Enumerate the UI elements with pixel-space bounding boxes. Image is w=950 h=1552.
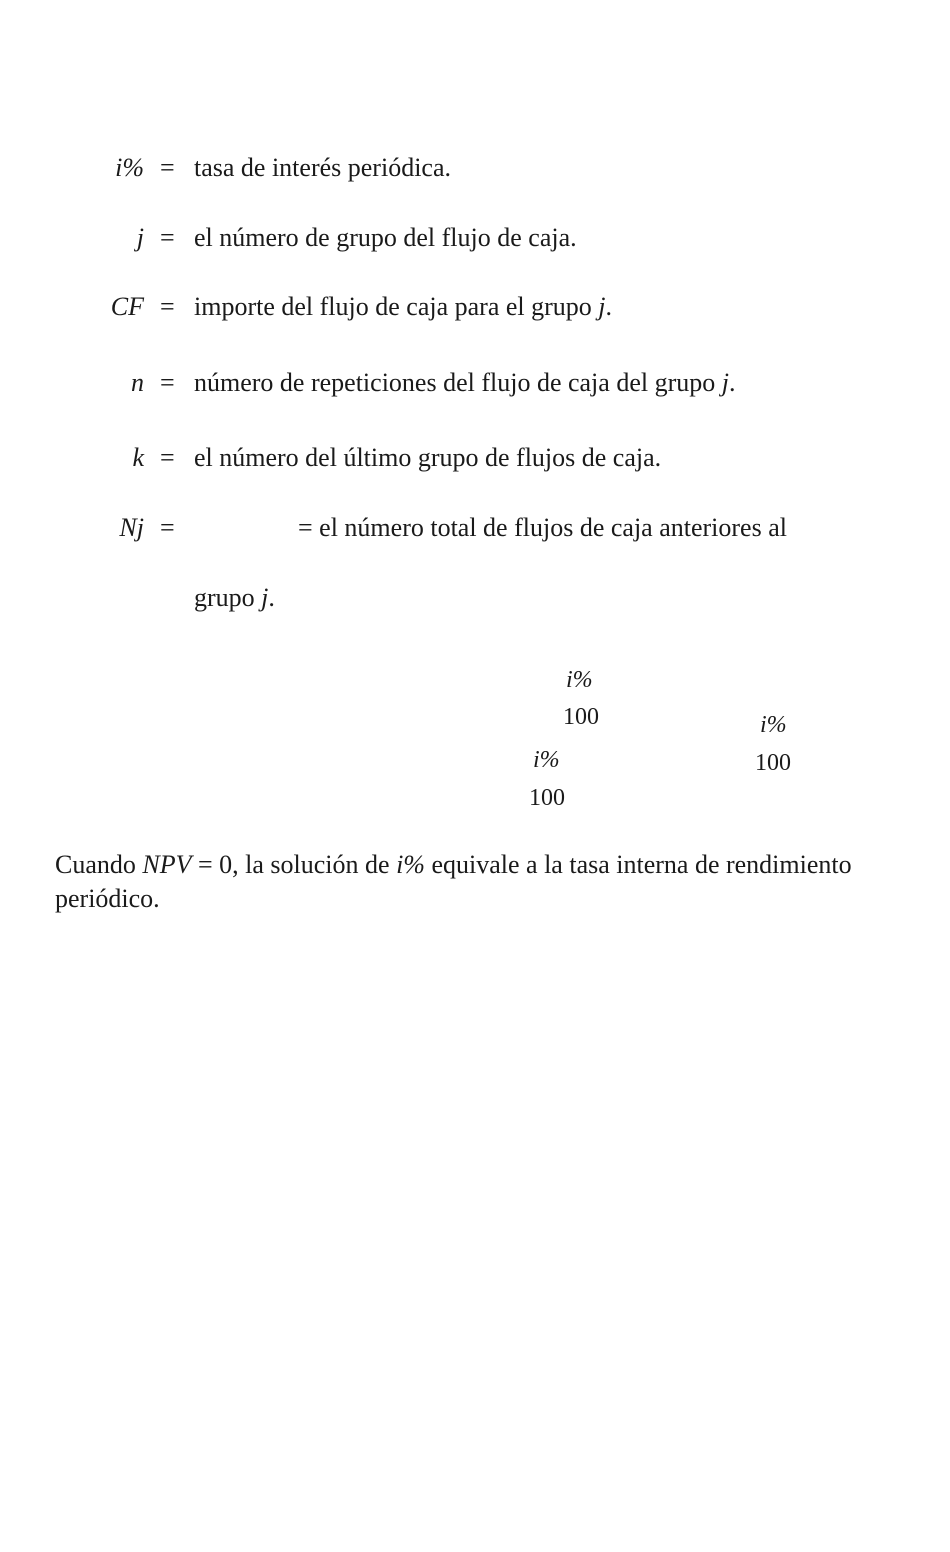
equals-sign: = (160, 153, 175, 182)
equals-sign: = (160, 513, 175, 542)
definition-symbol: CF (110, 292, 144, 321)
definition-description: tasa de interés periódica. (194, 153, 451, 182)
definition-row-j (0, 220, 950, 256)
continuation-period: . (268, 583, 275, 612)
definition-continuation (0, 580, 950, 616)
variable-j: j (598, 292, 606, 321)
continuation-text (194, 580, 275, 616)
fraction-numerator: i% (566, 667, 593, 693)
definition-row-n (0, 365, 950, 401)
body-paragraph (55, 848, 875, 916)
fraction-numerator: i% (760, 712, 787, 738)
paragraph-text: Cuando (55, 850, 143, 879)
definition-description (194, 289, 612, 325)
definition-symbol: j (136, 223, 144, 252)
definition-row-nj (0, 510, 950, 546)
definition-row-cf (0, 289, 950, 325)
description-text: número de repeticiones del flujo de caja del grupo (194, 368, 722, 397)
variable-npv: NPV (142, 850, 192, 879)
definition-symbol: Nj (119, 513, 144, 542)
description-period: . (728, 368, 736, 397)
description-text: importe del flujo de caja para el grupo (194, 292, 599, 321)
fraction-denominator: 100 (755, 750, 791, 776)
paragraph-text: = 0, la solución de (191, 850, 397, 879)
definition-description: el número de grupo del flujo de caja. (194, 223, 577, 252)
equals-sign: = (160, 443, 175, 472)
definition-row-k (0, 440, 950, 476)
paragraph-text: equivale a la tasa interna de rendimiento periódico. (55, 850, 852, 913)
definition-row-i-percent (0, 150, 950, 186)
continuation-word: grupo (194, 583, 262, 612)
equals-sign: = (160, 223, 175, 252)
fraction-numerator: i% (533, 747, 560, 773)
definition-symbol: i% (115, 153, 144, 182)
fraction-denominator: 100 (529, 785, 565, 811)
description-period: . (605, 292, 613, 321)
definition-description: el número del último grupo de flujos de caja. (194, 443, 662, 472)
equals-sign: = (160, 368, 175, 397)
variable-j: j (261, 583, 269, 612)
variable-i-percent: i% (396, 850, 425, 879)
variable-j: j (721, 368, 729, 397)
definition-symbol: n (131, 368, 144, 397)
definition-description (194, 365, 735, 401)
definition-description: = el número total de flujos de caja anteriores al (298, 513, 787, 542)
equals-sign: = (160, 292, 175, 321)
fraction-denominator: 100 (563, 704, 599, 730)
definition-symbol: k (132, 443, 144, 472)
